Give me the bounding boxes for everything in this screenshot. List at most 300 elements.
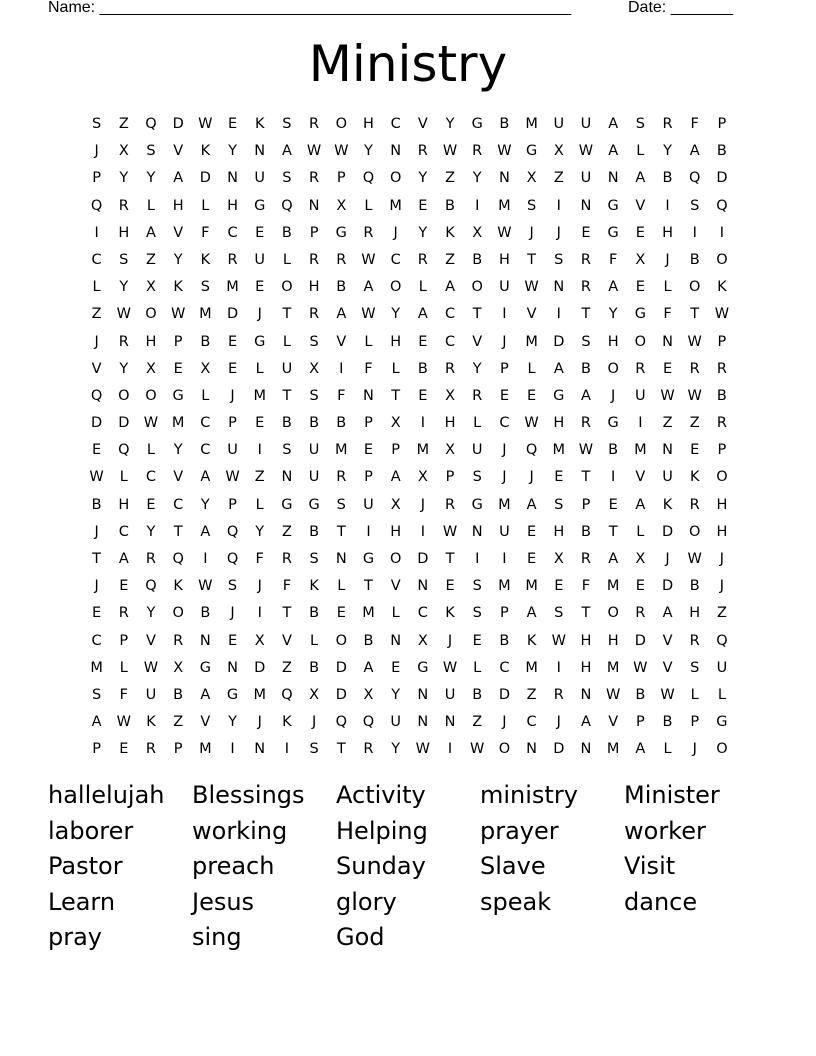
grid-letter[interactable]: R xyxy=(336,251,347,268)
grid-letter[interactable]: D xyxy=(553,333,565,350)
grid-letter[interactable]: G xyxy=(607,415,619,432)
grid-letter[interactable]: U xyxy=(580,170,592,187)
grid-letter[interactable]: X xyxy=(146,360,156,377)
grid-letter[interactable]: B xyxy=(689,578,700,595)
grid-letter[interactable]: H xyxy=(716,496,728,513)
grid-letter[interactable]: V xyxy=(608,714,619,731)
grid-letter[interactable]: W xyxy=(578,442,594,459)
grid-letter[interactable]: X xyxy=(173,659,184,676)
grid-letter[interactable]: O xyxy=(335,632,347,649)
grid-letter[interactable]: R xyxy=(444,360,456,377)
grid-letter[interactable]: J xyxy=(529,224,534,241)
grid-letter[interactable]: W xyxy=(116,306,131,323)
grid-letter[interactable]: E xyxy=(146,496,156,513)
grid-letter[interactable]: L xyxy=(391,360,400,377)
grid-letter[interactable]: L xyxy=(282,333,291,350)
grid-letter[interactable]: J xyxy=(94,523,99,540)
grid-letter[interactable]: B xyxy=(716,387,727,404)
grid-letter[interactable]: B xyxy=(635,686,646,703)
grid-letter[interactable]: C xyxy=(390,116,401,132)
grid-letter[interactable]: K xyxy=(254,116,265,132)
grid-letter[interactable]: J xyxy=(257,714,262,731)
grid-letter[interactable]: Z xyxy=(281,523,292,540)
grid-letter[interactable]: Q xyxy=(716,632,728,649)
grid-letter[interactable]: K xyxy=(309,578,319,595)
grid-letter[interactable]: D xyxy=(417,551,429,567)
grid-letter[interactable]: E xyxy=(581,224,591,241)
grid-letter[interactable]: M xyxy=(199,306,212,323)
grid-letter[interactable]: Y xyxy=(391,686,401,703)
grid-letter[interactable]: J xyxy=(94,578,99,595)
grid-letter[interactable]: Y xyxy=(445,116,455,132)
grid-letter[interactable]: J xyxy=(529,469,534,486)
grid-letter[interactable]: R xyxy=(689,496,700,513)
grid-letter[interactable]: N xyxy=(580,197,592,214)
grid-letter[interactable]: L xyxy=(418,279,427,296)
grid-letter[interactable]: R xyxy=(553,686,564,703)
grid-letter[interactable]: X xyxy=(553,143,564,160)
grid-letter[interactable]: L xyxy=(663,279,672,296)
grid-letter[interactable]: J xyxy=(502,714,507,731)
grid-letter[interactable]: V xyxy=(635,197,646,214)
grid-letter[interactable]: I xyxy=(447,741,453,758)
grid-letter[interactable]: X xyxy=(118,143,129,160)
grid-letter[interactable]: J xyxy=(692,741,697,758)
grid-letter[interactable]: L xyxy=(255,496,264,513)
grid-letter[interactable]: I xyxy=(420,523,425,540)
grid-letter[interactable]: N xyxy=(553,279,565,296)
grid-letter[interactable]: S xyxy=(119,251,129,268)
grid-letter[interactable]: F xyxy=(364,360,373,377)
grid-letter[interactable]: G xyxy=(716,714,728,731)
grid-letter[interactable]: I xyxy=(665,197,670,214)
grid-letter[interactable]: R xyxy=(363,741,374,758)
grid-letter[interactable]: N xyxy=(390,143,402,160)
grid-letter[interactable]: X xyxy=(635,251,646,268)
grid-letter[interactable]: L xyxy=(146,197,156,214)
grid-letter[interactable]: R xyxy=(689,360,700,377)
grid-letter[interactable]: B xyxy=(309,415,320,432)
grid-letter[interactable]: J xyxy=(230,605,235,622)
grid-letter[interactable]: M xyxy=(606,741,620,758)
grid-letter[interactable]: W xyxy=(497,224,512,241)
grid-letter[interactable]: X xyxy=(146,279,156,296)
grid-letter[interactable]: B xyxy=(91,496,102,513)
grid-letter[interactable]: Y xyxy=(119,170,129,187)
grid-letter[interactable]: J xyxy=(502,469,507,486)
grid-letter[interactable]: K xyxy=(662,496,673,513)
grid-letter[interactable]: P xyxy=(581,496,591,513)
grid-letter[interactable]: N xyxy=(227,659,238,676)
grid-letter[interactable]: B xyxy=(445,197,455,214)
grid-letter[interactable]: N xyxy=(498,170,510,187)
grid-letter[interactable]: E xyxy=(418,333,428,350)
grid-letter[interactable]: H xyxy=(363,116,374,132)
grid-letter[interactable]: B xyxy=(281,415,292,432)
grid-letter[interactable]: I xyxy=(692,224,697,241)
grid-letter[interactable]: R xyxy=(309,116,320,132)
grid-letter[interactable]: R xyxy=(716,415,727,432)
grid-letter[interactable]: C xyxy=(444,306,456,323)
grid-letter[interactable]: H xyxy=(118,224,130,241)
grid-letter[interactable]: R xyxy=(444,496,456,513)
grid-letter[interactable]: M xyxy=(525,116,538,132)
grid-letter[interactable]: O xyxy=(389,170,402,187)
grid-letter[interactable]: U xyxy=(635,387,646,404)
grid-letter[interactable]: B xyxy=(662,714,673,731)
name-field[interactable]: Name: _____________________________________________________ xyxy=(48,0,572,16)
grid-letter[interactable]: I xyxy=(230,741,235,758)
grid-letter[interactable]: Z xyxy=(526,686,537,703)
grid-letter[interactable]: N xyxy=(227,170,238,187)
grid-letter[interactable]: P xyxy=(500,605,509,622)
grid-letter[interactable]: Y xyxy=(146,523,156,540)
grid-letter[interactable]: H xyxy=(172,197,184,214)
grid-letter[interactable]: M xyxy=(525,659,538,676)
grid-letter[interactable]: A xyxy=(146,224,156,241)
grid-letter[interactable]: W xyxy=(551,632,566,649)
grid-letter[interactable]: Q xyxy=(90,197,103,214)
grid-letter[interactable]: M xyxy=(498,578,511,595)
grid-letter[interactable]: Q xyxy=(525,442,538,459)
grid-letter[interactable]: W xyxy=(306,143,322,160)
grid-letter[interactable]: E xyxy=(635,224,645,241)
grid-letter[interactable]: S xyxy=(336,496,346,513)
grid-letter[interactable]: G xyxy=(172,387,184,404)
grid-letter[interactable]: V xyxy=(526,306,537,323)
grid-letter[interactable]: Y xyxy=(418,170,428,187)
grid-letter[interactable]: X xyxy=(309,686,320,703)
grid-letter[interactable]: R xyxy=(118,197,129,214)
grid-letter[interactable]: P xyxy=(173,741,183,758)
grid-letter[interactable]: O xyxy=(607,605,619,622)
grid-letter[interactable]: G xyxy=(607,224,619,241)
grid-letter[interactable]: S xyxy=(472,469,482,486)
grid-letter[interactable]: B xyxy=(662,170,673,187)
grid-letter[interactable]: W xyxy=(714,306,730,323)
grid-letter[interactable]: T xyxy=(581,605,591,622)
grid-letter[interactable]: D xyxy=(661,523,674,540)
grid-letter[interactable]: Y xyxy=(391,741,401,758)
grid-letter[interactable]: K xyxy=(282,714,292,731)
grid-letter[interactable]: B xyxy=(472,686,483,703)
grid-letter[interactable]: U xyxy=(254,251,266,268)
grid-letter[interactable]: X xyxy=(336,197,347,214)
grid-letter[interactable]: N xyxy=(662,333,673,350)
grid-letter[interactable]: M xyxy=(498,197,511,214)
grid-letter[interactable]: W xyxy=(89,469,104,486)
grid-letter[interactable]: E xyxy=(227,333,238,350)
grid-letter[interactable]: E xyxy=(554,578,564,595)
grid-letter[interactable]: T xyxy=(445,551,455,567)
grid-letter[interactable]: H xyxy=(689,605,701,622)
grid-letter[interactable]: R xyxy=(716,360,727,377)
grid-letter[interactable]: O xyxy=(498,741,511,758)
grid-letter[interactable]: O xyxy=(118,387,130,404)
grid-letter[interactable]: N xyxy=(254,143,266,160)
grid-letter[interactable]: I xyxy=(502,306,507,323)
grid-letter[interactable]: P xyxy=(92,741,101,758)
grid-letter[interactable]: C xyxy=(444,333,456,350)
grid-letter[interactable]: E xyxy=(472,632,482,649)
grid-letter[interactable]: I xyxy=(339,360,344,377)
grid-letter[interactable]: L xyxy=(201,387,210,404)
grid-letter[interactable]: S xyxy=(635,116,645,132)
grid-letter[interactable]: I xyxy=(257,605,262,622)
grid-letter[interactable]: M xyxy=(362,605,375,622)
grid-letter[interactable]: P xyxy=(364,469,373,486)
grid-letter[interactable]: Z xyxy=(91,306,102,323)
grid-letter[interactable]: P xyxy=(717,116,727,132)
grid-letter[interactable]: E xyxy=(527,387,537,404)
grid-letter[interactable]: X xyxy=(390,496,401,513)
grid-letter[interactable]: X xyxy=(445,387,455,404)
grid-letter[interactable]: B xyxy=(200,333,211,350)
grid-letter[interactable]: J xyxy=(502,442,507,459)
grid-letter[interactable]: I xyxy=(556,659,561,676)
grid-letter[interactable]: O xyxy=(145,387,157,404)
grid-letter[interactable]: K xyxy=(526,632,537,649)
grid-letter[interactable]: C xyxy=(499,415,510,432)
grid-letter[interactable]: H xyxy=(580,632,592,649)
grid-letter[interactable]: O xyxy=(281,279,293,296)
grid-letter[interactable]: E xyxy=(92,605,102,622)
grid-letter[interactable]: W xyxy=(116,714,131,731)
grid-letter[interactable]: F xyxy=(663,306,672,323)
grid-letter[interactable]: T xyxy=(173,523,183,540)
grid-letter[interactable]: H xyxy=(607,333,619,350)
grid-letter[interactable]: Z xyxy=(689,415,700,432)
grid-letter[interactable]: N xyxy=(526,741,538,758)
grid-letter[interactable]: E xyxy=(662,360,673,377)
grid-letter[interactable]: H xyxy=(227,197,238,214)
grid-letter[interactable]: A xyxy=(608,116,619,132)
grid-letter[interactable]: A xyxy=(526,605,537,622)
grid-letter[interactable]: X xyxy=(363,686,374,703)
grid-letter[interactable]: U xyxy=(580,116,592,132)
grid-letter[interactable]: G xyxy=(362,551,375,567)
grid-letter[interactable]: G xyxy=(471,116,483,132)
grid-letter[interactable]: Z xyxy=(118,116,129,132)
grid-letter[interactable]: P xyxy=(635,714,645,731)
grid-letter[interactable]: M xyxy=(171,415,185,432)
grid-letter[interactable]: L xyxy=(255,360,264,377)
grid-letter[interactable]: E xyxy=(227,360,238,377)
grid-letter[interactable]: R xyxy=(580,279,591,296)
grid-letter[interactable]: G xyxy=(417,659,429,676)
grid-letter[interactable]: X xyxy=(390,415,401,432)
grid-letter[interactable]: N xyxy=(390,632,402,649)
grid-letter[interactable]: E xyxy=(255,279,265,296)
grid-letter[interactable]: J xyxy=(94,333,99,350)
grid-letter[interactable]: E xyxy=(173,360,183,377)
grid-letter[interactable]: S xyxy=(200,279,210,296)
grid-letter[interactable]: H xyxy=(716,523,728,540)
grid-letter[interactable]: K xyxy=(173,279,183,296)
grid-letter[interactable]: X xyxy=(200,360,211,377)
grid-letter[interactable]: S xyxy=(91,116,102,132)
grid-letter[interactable]: N xyxy=(471,523,483,540)
grid-letter[interactable]: E xyxy=(690,442,700,459)
grid-letter[interactable]: B xyxy=(499,632,510,649)
grid-letter[interactable]: Q xyxy=(226,523,239,540)
grid-letter[interactable]: N xyxy=(662,442,673,459)
grid-letter[interactable]: A xyxy=(662,605,673,622)
grid-letter[interactable]: T xyxy=(336,523,346,540)
grid-letter[interactable]: S xyxy=(472,605,482,622)
grid-letter[interactable]: C xyxy=(91,251,102,268)
grid-letter[interactable]: H xyxy=(553,523,565,540)
grid-letter[interactable]: H xyxy=(118,496,130,513)
grid-letter[interactable]: E xyxy=(527,523,537,540)
grid-letter[interactable]: M xyxy=(389,197,402,214)
grid-letter[interactable]: U xyxy=(499,523,510,540)
grid-letter[interactable]: X xyxy=(526,170,537,187)
grid-letter[interactable]: R xyxy=(118,333,129,350)
grid-letter[interactable]: N xyxy=(580,741,592,758)
grid-letter[interactable]: M xyxy=(253,686,266,703)
grid-letter[interactable]: K xyxy=(445,605,455,622)
grid-letter[interactable]: B xyxy=(580,523,591,540)
grid-letter[interactable]: E xyxy=(527,551,537,567)
grid-letter[interactable]: Y xyxy=(472,170,482,187)
grid-letter[interactable]: M xyxy=(199,741,212,758)
grid-letter[interactable]: W xyxy=(442,143,458,160)
grid-letter[interactable]: L xyxy=(663,741,672,758)
grid-letter[interactable]: Y xyxy=(418,224,428,241)
grid-letter[interactable]: G xyxy=(254,333,266,350)
grid-letter[interactable]: C xyxy=(390,251,401,268)
grid-letter[interactable]: L xyxy=(636,143,645,160)
grid-letter[interactable]: P xyxy=(717,333,727,350)
grid-letter[interactable]: W xyxy=(361,306,376,323)
grid-letter[interactable]: A xyxy=(91,714,102,731)
grid-letter[interactable]: Q xyxy=(362,170,375,187)
grid-letter[interactable]: G xyxy=(607,197,619,214)
grid-letter[interactable]: D xyxy=(172,116,184,132)
grid-letter[interactable]: Y xyxy=(608,306,618,323)
grid-letter[interactable]: W xyxy=(605,686,621,703)
grid-letter[interactable]: A xyxy=(363,659,374,676)
grid-letter[interactable]: X xyxy=(417,632,428,649)
grid-letter[interactable]: R xyxy=(635,360,646,377)
grid-letter[interactable]: Y xyxy=(173,251,183,268)
grid-letter[interactable]: A xyxy=(118,551,129,567)
grid-letter[interactable]: S xyxy=(690,659,700,676)
grid-letter[interactable]: P xyxy=(92,170,101,187)
grid-letter[interactable]: A xyxy=(200,523,211,540)
grid-letter[interactable]: K xyxy=(200,251,211,268)
grid-letter[interactable]: V xyxy=(146,632,156,649)
grid-letter[interactable]: Y xyxy=(146,170,156,187)
grid-letter[interactable]: S xyxy=(227,578,238,595)
grid-letter[interactable]: W xyxy=(143,415,159,432)
grid-letter[interactable]: B xyxy=(417,360,428,377)
grid-letter[interactable]: G xyxy=(553,387,565,404)
grid-letter[interactable]: J xyxy=(665,251,670,268)
grid-letter[interactable]: H xyxy=(662,224,673,241)
grid-letter[interactable]: W xyxy=(198,116,213,132)
grid-letter[interactable]: A xyxy=(417,306,428,323)
grid-letter[interactable]: W xyxy=(660,387,675,404)
grid-letter[interactable]: V xyxy=(662,632,673,649)
grid-letter[interactable]: T xyxy=(92,551,102,567)
grid-letter[interactable]: R xyxy=(472,387,483,404)
grid-letter[interactable]: U xyxy=(308,469,320,486)
grid-letter[interactable]: R xyxy=(336,469,347,486)
grid-letter[interactable]: B xyxy=(309,659,320,676)
grid-letter[interactable]: U xyxy=(281,360,293,377)
grid-letter[interactable]: H xyxy=(308,279,320,296)
grid-letter[interactable]: O xyxy=(689,279,701,296)
grid-letter[interactable]: L xyxy=(119,469,128,486)
grid-letter[interactable]: M xyxy=(525,333,538,350)
grid-letter[interactable]: C xyxy=(417,605,428,622)
grid-letter[interactable]: K xyxy=(689,469,700,486)
grid-letter[interactable]: S xyxy=(309,333,319,350)
grid-letter[interactable]: R xyxy=(309,170,320,187)
grid-letter[interactable]: O xyxy=(716,741,728,758)
grid-letter[interactable]: I xyxy=(502,551,507,567)
grid-letter[interactable]: P xyxy=(228,415,237,432)
grid-letter[interactable]: E xyxy=(227,116,238,132)
grid-letter[interactable]: S xyxy=(554,251,564,268)
grid-letter[interactable]: R xyxy=(580,415,591,432)
grid-letter[interactable]: R xyxy=(689,632,700,649)
grid-letter[interactable]: E xyxy=(391,659,401,676)
grid-letter[interactable]: R xyxy=(145,551,156,567)
grid-letter[interactable]: W xyxy=(633,659,648,676)
grid-letter[interactable]: I xyxy=(475,551,480,567)
grid-letter[interactable]: N xyxy=(580,686,592,703)
grid-letter[interactable]: X xyxy=(472,224,483,241)
grid-letter[interactable]: G xyxy=(525,143,538,160)
grid-letter[interactable]: V xyxy=(91,360,102,377)
grid-letter[interactable]: Z xyxy=(445,170,455,187)
grid-letter[interactable]: J xyxy=(393,224,398,241)
grid-letter[interactable]: P xyxy=(364,415,373,432)
grid-letter[interactable]: K xyxy=(445,224,455,241)
grid-letter[interactable]: N xyxy=(281,469,293,486)
grid-letter[interactable]: H xyxy=(145,333,157,350)
grid-letter[interactable]: S xyxy=(91,686,102,703)
grid-letter[interactable]: W xyxy=(442,523,458,540)
grid-letter[interactable]: F xyxy=(581,578,591,595)
grid-letter[interactable]: B xyxy=(363,632,374,649)
grid-letter[interactable]: N xyxy=(335,551,347,567)
grid-letter[interactable]: A xyxy=(281,143,292,160)
grid-letter[interactable]: L xyxy=(391,605,400,622)
grid-letter[interactable]: P xyxy=(391,442,401,459)
grid-letter[interactable]: R xyxy=(281,551,292,567)
grid-letter[interactable]: S xyxy=(472,578,482,595)
grid-letter[interactable]: S xyxy=(309,387,319,404)
grid-letter[interactable]: J xyxy=(719,578,725,595)
grid-letter[interactable]: G xyxy=(634,306,646,323)
grid-letter[interactable]: E xyxy=(119,578,129,595)
grid-letter[interactable]: I xyxy=(203,551,208,567)
grid-letter[interactable]: P xyxy=(500,360,509,377)
grid-letter[interactable]: Q xyxy=(90,387,103,404)
grid-letter[interactable]: R xyxy=(417,143,428,160)
grid-letter[interactable]: J xyxy=(447,632,453,649)
grid-letter[interactable]: S xyxy=(690,197,700,214)
grid-letter[interactable]: Q xyxy=(281,686,293,703)
grid-letter[interactable]: A xyxy=(689,143,700,160)
grid-letter[interactable]: O xyxy=(172,605,184,622)
grid-letter[interactable]: W xyxy=(687,333,702,350)
grid-letter[interactable]: S xyxy=(554,605,564,622)
